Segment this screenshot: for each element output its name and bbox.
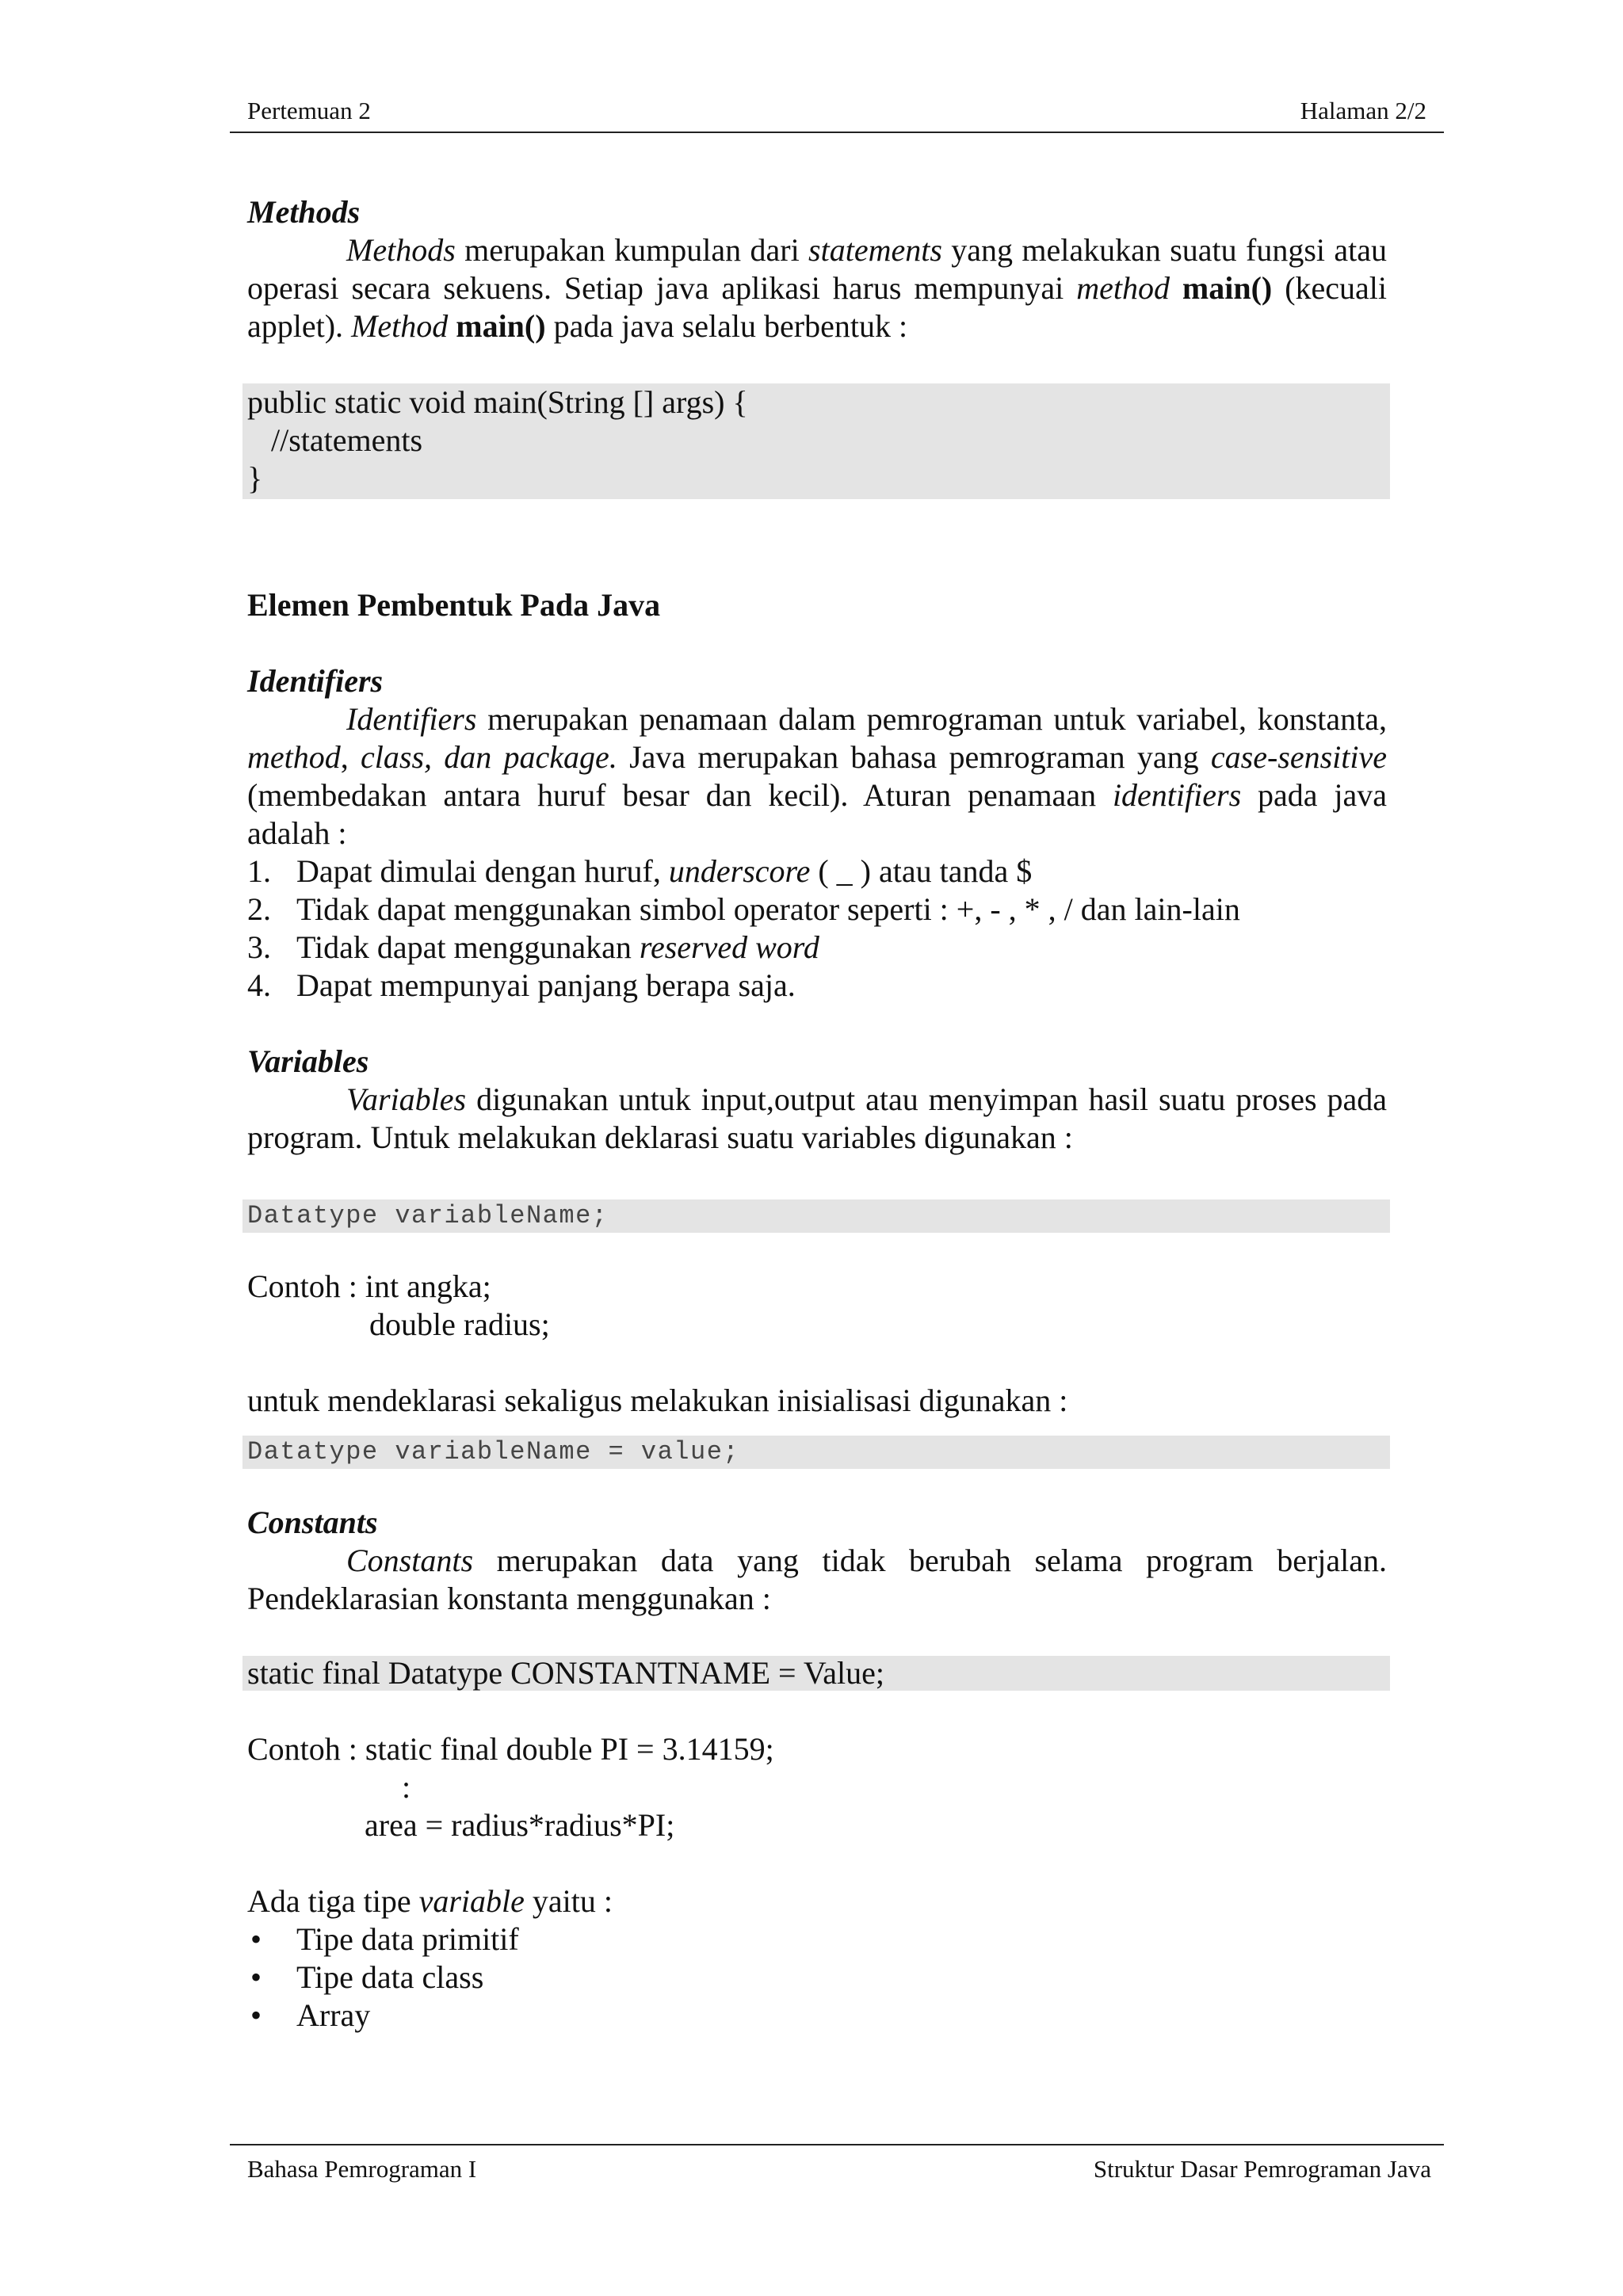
elemen-heading: Elemen Pembentuk Pada Java xyxy=(247,587,661,623)
list-item: • Array xyxy=(250,1997,371,2033)
constant-declaration-code: static final Datatype CONSTANTNAME = Value; xyxy=(242,1656,1390,1691)
footer-right: Struktur Dasar Pemrograman Java xyxy=(1093,2155,1431,2183)
header-right: Halaman 2/2 xyxy=(1300,97,1426,124)
list-item: 2. Tidak dapat menggunakan simbol operator seperti : +, - , * , / dan lain-lain xyxy=(247,891,1240,927)
footer-left: Bahasa Pemrograman I xyxy=(247,2155,477,2183)
variables-init-text: untuk mendeklarasi sekaligus melakukan inisialisasi digunakan : xyxy=(247,1383,1068,1418)
constants-example-3: area = radius*radius*PI; xyxy=(365,1807,675,1843)
main-method-code xyxy=(242,383,1390,499)
list-item: • Tipe data primitif xyxy=(250,1921,519,1957)
constants-example-1: Contoh : static final double PI = 3.14159; xyxy=(247,1731,774,1767)
list-item: 1. Dapat dimulai dengan huruf, underscore ( _ ) atau tanda $ xyxy=(247,853,1033,889)
page-footer xyxy=(230,2144,1444,2183)
variable-types-list xyxy=(247,1920,1387,2035)
variable-types-intro: Ada tiga tipe variable yaitu : xyxy=(247,1883,613,1919)
bullet-icon: • xyxy=(250,1959,262,1995)
code-line: //statements xyxy=(247,422,423,458)
variable-declaration-code: Datatype variableName; xyxy=(242,1199,1390,1233)
constants-heading: Constants xyxy=(247,1505,378,1540)
bullet-icon: • xyxy=(250,1997,262,2033)
header-left: Pertemuan 2 xyxy=(247,97,371,124)
page-content xyxy=(247,193,1387,2035)
list-item: 4. Dapat mempunyai panjang berapa saja. xyxy=(247,967,796,1003)
identifiers-paragraph: Identifiers merupakan penamaan dalam pemrograman untuk variabel, konstanta, method, class, dan package. Java merupakan bahasa pemrograman yang case-sensitive (membedakan antara huruf besar dan kecil). Aturan penamaan identifiers pada java adalah : xyxy=(247,701,1388,851)
variables-paragraph: Variables digunakan untuk input,output atau menyimpan hasil suatu proses pada program. Untuk melakukan deklarasi suatu variables digunakan : xyxy=(247,1081,1387,1155)
identifier-rules-list xyxy=(247,852,1387,1005)
variables-example-2: double radius; xyxy=(369,1306,550,1342)
variables-example-1: Contoh : int angka; xyxy=(247,1268,491,1304)
list-item: 3. Tidak dapat menggunakan reserved word xyxy=(247,929,819,965)
constants-paragraph: Constants merupakan data yang tidak berubah selama program berjalan. Pendeklarasian konstanta menggunakan : xyxy=(247,1543,1387,1616)
variable-init-code: Datatype variableName = value; xyxy=(242,1436,1390,1469)
identifiers-heading: Identifiers xyxy=(247,663,384,699)
code-line: } xyxy=(247,460,263,496)
methods-paragraph: Methods merupakan kumpulan dari statements yang melakukan suatu fungsi atau operasi secara sekuens. Setiap java aplikasi harus mempunyai method main() (kecuali applet). Method main() pada java selalu berbentuk : xyxy=(247,232,1387,344)
code-line: public static void main(String [] args) { xyxy=(247,384,748,420)
page-header xyxy=(230,93,1444,133)
constants-example-2: : xyxy=(402,1769,411,1805)
variables-heading: Variables xyxy=(247,1043,369,1079)
list-item: • Tipe data class xyxy=(250,1959,484,1995)
methods-heading: Methods xyxy=(247,194,361,230)
bullet-icon: • xyxy=(250,1921,262,1957)
